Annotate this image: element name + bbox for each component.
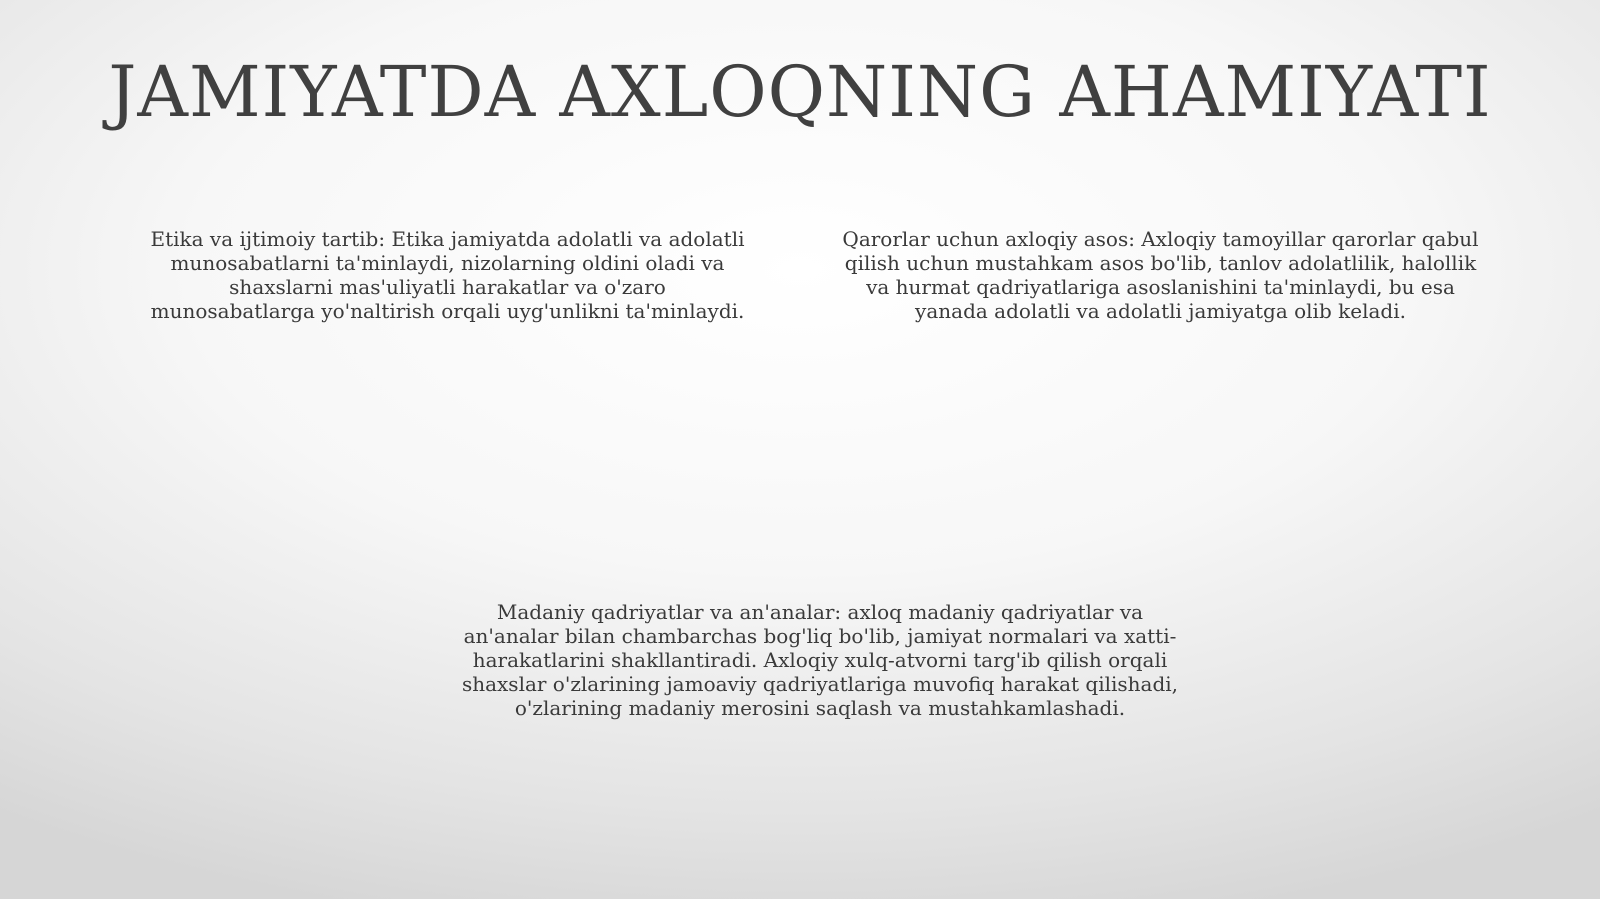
slide-title: JAMIYATDA AXLOQNING AHAMIYATI bbox=[108, 51, 1492, 133]
text-block-moral-basis-decisions: Qarorlar uchun axloqiy asos: Axloqiy tamoyillar qarorlar qabul qilish uchun mustahkam asos bo'lib, tanlov adolatlilik, halollik va hurmat qadriyatlariga asoslanishini ta'minlaydi, bu esa yanada adolatli va adolatli jamiyatga olib keladi. bbox=[842, 227, 1479, 323]
text-block-cultural-values: Madaniy qadriyatlar va an'analar: axloq madaniy qadriyatlar va an'analar bilan chambarchas bog'liq bo'lib, jamiyat normalari va xatti-harakatlarini shakllantiradi. Axloqiy xulq-atvorni targ'ib qilish orqali shaxslar o'zlarining jamoaviy qadriyatlariga muvofiq harakat qilishadi, o'zlarining madaniy merosini saqlash va mustahkamlashadi. bbox=[461, 600, 1179, 720]
text-block-ethics-social-order: Etika va ijtimoiy tartib: Etika jamiyatda adolatli va adolatli munosabatlarni ta'minlaydi, nizolarning oldini oladi va shaxslarni mas'uliyatli harakatlar va o'zaro munosabatlarga yo'naltirish orqali uyg'unlikni ta'minlaydi. bbox=[150, 227, 745, 323]
